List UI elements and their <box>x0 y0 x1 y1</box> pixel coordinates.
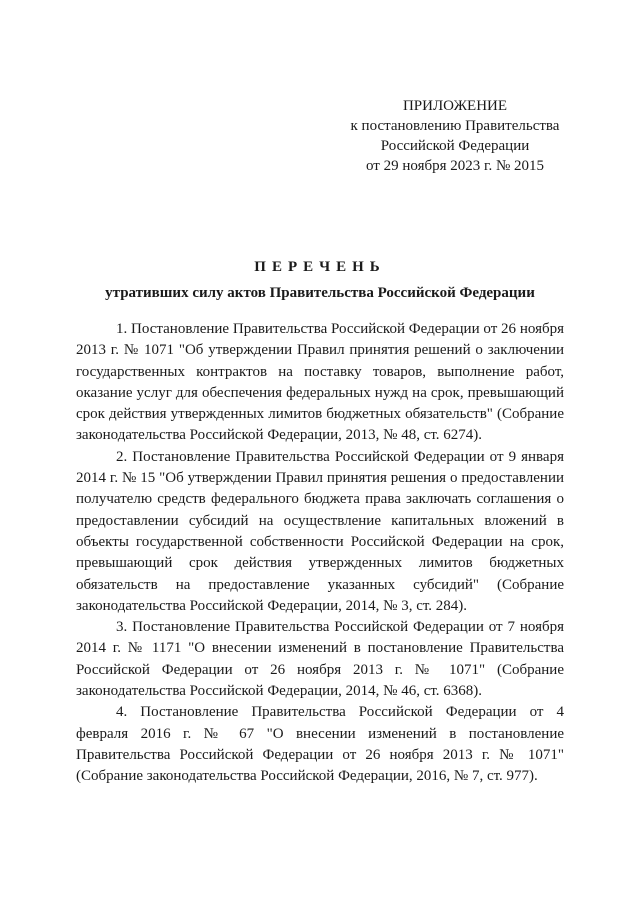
appendix-authority: Российской Федерации <box>380 138 530 154</box>
appendix-date-number: от 29 ноября 2023 г. № 2015 <box>365 158 545 174</box>
document-title: ПЕРЕЧЕНЬ <box>254 259 386 275</box>
document-body <box>76 319 564 788</box>
document-subtitle: утративших силу актов Правительства Российской Федерации <box>105 285 535 301</box>
appendix-block <box>330 96 580 176</box>
appendix-reference: к постановлению Правительства <box>350 118 560 134</box>
list-item-1: 1. Постановление Правительства Российской Федерации от 26 ноября 2013 г. № 1071 "Об утверждении Правил принятия решений о заключении государственных контрактов на поставку товаров, выполнение работ, оказание услуг для обеспечения федеральных нужд на срок, превышающий срок действия утвержденных лимитов бюджетных обязательств" (Собрание законодательства Российской Федерации, 2013, № 48, ст. 6274). <box>76 321 564 444</box>
appendix-heading: ПРИЛОЖЕНИЕ <box>402 98 508 114</box>
list-item-2: 2. Постановление Правительства Российской Федерации от 9 января 2014 г. № 15 "Об утверждении Правил принятия решения о предоставлении получателю средств федерального бюджета права заключать соглашения о предоставлении субсидий на осуществление капитальных вложений в объекты государственной собственности Российской Федерации на срок, превышающий срок действия утвержденных лимитов бюджетных обязательств на предоставление указанных субсидий" (Собрание законодательства Российской Федерации, 2014, № 3, ст. 284). <box>76 448 564 614</box>
list-item-4: 4. Постановление Правительства Российской Федерации от 4 февраля 2016 г. № 67 "О внесении изменений в постановление Правительства Российской Федерации от 26 ноября 2013 г. № 1071" (Собрание законодательства Российской Федерации, 2016, № 7, ст. 977). <box>76 704 564 785</box>
list-item-3: 3. Постановление Правительства Российской Федерации от 7 ноября 2014 г. № 1171 "О внесении изменений в постановление Правительства Российской Федерации от 26 ноября 2013 г. № 1071" (Собрание законодательства Российской Федерации, 2014, № 46, ст. 6368). <box>76 619 564 700</box>
